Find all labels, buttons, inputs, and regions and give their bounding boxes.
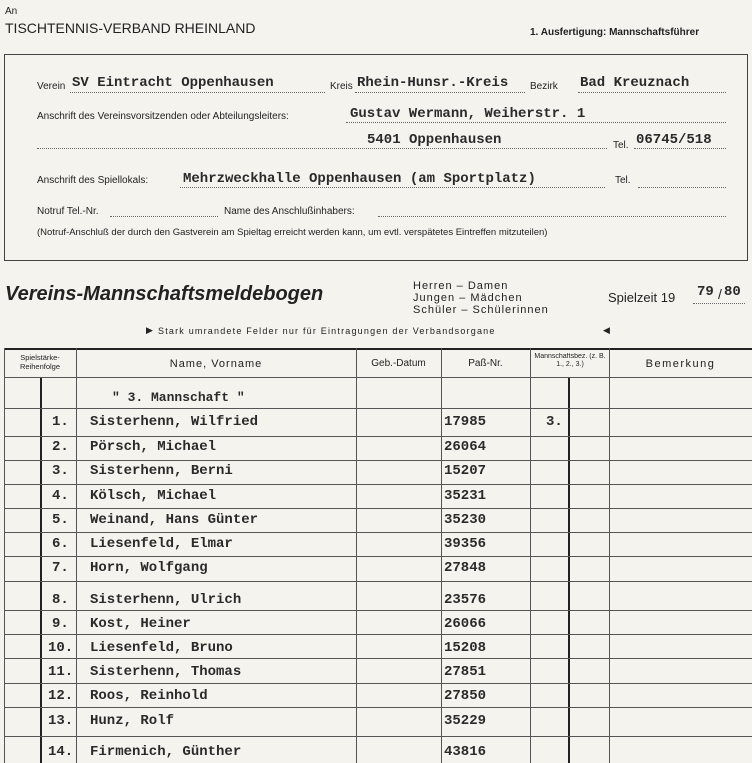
row-number: 11. — [48, 664, 74, 680]
tel-value: 06745/518 — [636, 132, 712, 148]
season-from: 79 — [697, 284, 714, 300]
player-name: Horn, Wolfgang — [90, 560, 208, 576]
header-pass: Paß-Nr. — [468, 358, 503, 369]
pass-number: 35230 — [444, 512, 487, 528]
venue-tel-label: Tel. — [615, 175, 631, 186]
bezirk-label: Bezirk — [530, 81, 558, 92]
pass-number: 17985 — [444, 414, 487, 430]
player-name: Sisterhenn, Ulrich — [90, 592, 242, 608]
pass-number: 35231 — [444, 488, 487, 504]
player-name: Weinand, Hans Günter — [90, 512, 259, 528]
season-to: 80 — [724, 284, 741, 300]
an-label: An — [5, 6, 18, 17]
row-number: 3. — [52, 463, 69, 479]
player-name: Sisterhenn, Wilfried — [90, 414, 259, 430]
tel-label: Tel. — [613, 140, 629, 151]
player-name: Liesenfeld, Elmar — [90, 536, 233, 552]
venue-value: Mehrzweckhalle Oppenhausen (am Sportplatz) — [183, 171, 536, 187]
row-number: 7. — [52, 560, 69, 576]
chair-address-line2: 5401 Oppenhausen — [367, 132, 502, 148]
verein-label: Verein — [37, 81, 66, 92]
verein-value: SV Eintracht Oppenhausen — [72, 75, 274, 91]
row-number: 13. — [48, 713, 74, 729]
pass-number: 27850 — [444, 688, 487, 704]
team-heading: " 3. Mannschaft " — [112, 390, 245, 405]
row-number: 10. — [48, 640, 74, 656]
player-name: Pörsch, Michael — [90, 439, 217, 455]
pass-number: 26066 — [444, 616, 487, 632]
kreis-label: Kreis — [330, 81, 353, 92]
owner-label: Name des Anschlußinhabers: — [224, 206, 355, 217]
row-number: 5. — [52, 512, 69, 528]
notruf-label: Notruf Tel.-Nr. — [37, 206, 99, 217]
player-name: Liesenfeld, Bruno — [90, 640, 233, 656]
row-number: 6. — [52, 536, 69, 552]
instruction-arrow-right-icon: ◀ — [603, 325, 610, 335]
kreis-value: Rhein-Hunsr.-Kreis — [357, 75, 509, 91]
bezirk-value: Bad Kreuznach — [580, 75, 690, 91]
player-name: Firmenich, Günther — [90, 744, 242, 760]
team-designation: 3. — [546, 414, 563, 430]
header-remark: Bemerkung — [645, 358, 716, 370]
row-number: 12. — [48, 688, 74, 704]
instruction-arrow-left-icon: ▶ — [146, 325, 153, 335]
season-separator: / — [718, 286, 722, 302]
player-name: Sisterhenn, Thomas — [90, 664, 242, 680]
header-rank: Spielstärke-Reihenfolge — [19, 353, 61, 371]
pass-number: 27851 — [444, 664, 487, 680]
copy-note: 1. Ausfertigung: Mannschaftsführer — [530, 27, 700, 38]
pass-number: 15207 — [444, 463, 487, 479]
federation-name: TISCHTENNIS-VERBAND RHEINLAND — [5, 20, 256, 36]
pass-number: 23576 — [444, 592, 487, 608]
season-label: Spielzeit 19 — [608, 290, 676, 305]
row-number: 1. — [52, 414, 69, 430]
player-name: Kost, Heiner — [90, 616, 191, 632]
category-line-2: Jungen – Mädchen — [413, 292, 523, 304]
pass-number: 26064 — [444, 439, 487, 455]
pass-number: 15208 — [444, 640, 487, 656]
venue-label: Anschrift des Spiellokals: — [37, 175, 149, 186]
notruf-note: (Notruf-Anschluß der durch den Gastverein am Spieltag erreicht werden kann, um evtl. verspätetes Eintreffen mitzuteilen) — [37, 227, 548, 238]
instruction-text: Stark umrandete Felder nur für Eintragungen der Verbandsorgane — [158, 326, 496, 336]
row-number: 8. — [52, 592, 69, 608]
row-number: 4. — [52, 488, 69, 504]
category-line-3: Schüler – Schülerinnen — [413, 304, 549, 316]
category-line-1: Herren – Damen — [413, 280, 509, 292]
pass-number: 35229 — [444, 713, 487, 729]
header-team: Mannschaftsbez. (z. B. 1., 2., 3.) — [534, 353, 606, 368]
form-title: Vereins-Mannschaftsmeldebogen — [5, 283, 324, 305]
player-name: Sisterhenn, Berni — [90, 463, 233, 479]
header-name: Name, Vorname — [169, 358, 263, 370]
player-name: Hunz, Rolf — [90, 713, 175, 729]
row-number: 2. — [52, 439, 69, 455]
chair-address-label: Anschrift des Vereinsvorsitzenden oder Abteilungsleiters: — [37, 111, 289, 122]
pass-number: 27848 — [444, 560, 487, 576]
row-number: 9. — [52, 616, 69, 632]
chair-address-line1: Gustav Wermann, Weiherstr. 1 — [350, 106, 586, 122]
player-name: Roos, Reinhold — [90, 688, 208, 704]
player-name: Kölsch, Michael — [90, 488, 217, 504]
pass-number: 43816 — [444, 744, 487, 760]
pass-number: 39356 — [444, 536, 487, 552]
header-dob: Geb.-Datum — [371, 358, 426, 369]
row-number: 14. — [48, 744, 74, 760]
